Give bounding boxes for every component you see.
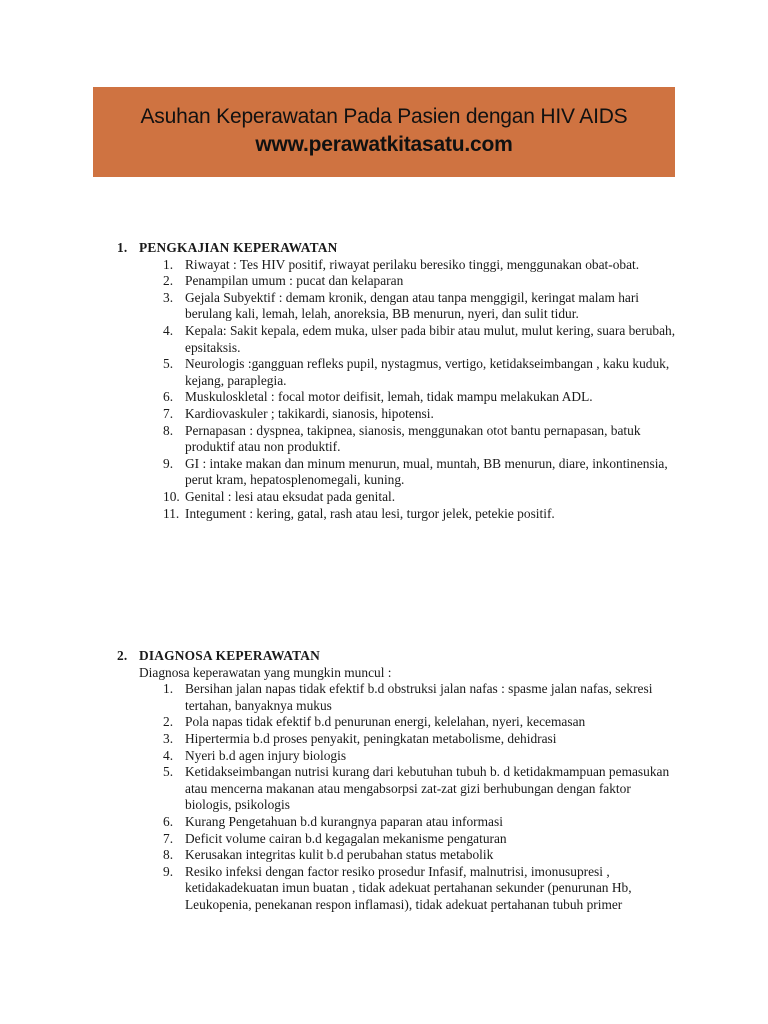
section-heading	[117, 240, 677, 257]
item-text: Muskuloskletal : focal motor deifisit, lemah, tidak mampu melakukan ADL.	[185, 389, 593, 405]
item-number-text: 5.	[163, 764, 174, 780]
item-number-text: 6.	[163, 389, 174, 405]
item-number	[117, 389, 185, 406]
title-banner	[93, 87, 675, 177]
item-number-text: 1.	[163, 256, 174, 272]
item-text: Pernapasan : dyspnea, takipnea, sianosis, menggunakan otot bantu pernapasan, batuk produktif atau non produktif.	[185, 422, 641, 455]
item-number-text: 9.	[163, 455, 174, 471]
list-item	[117, 506, 677, 523]
section-number: 2.	[117, 648, 128, 663]
item-text: Kerusakan integritas kulit b.d perubahan status metabolik	[185, 847, 494, 863]
item-text: Kepala: Sakit kepala, edem muka, ulser pada bibir atau mulut, mulut kering, suara berubah, epsitaksis.	[185, 322, 676, 355]
section-intro: Diagnosa keperawatan yang mungkin muncul :	[139, 664, 392, 680]
list-item	[117, 714, 677, 731]
list-item	[117, 864, 677, 914]
item-number	[117, 257, 185, 274]
item-number-text: 9.	[163, 863, 174, 879]
item-text: Riwayat : Tes HIV positif, riwayat perilaku beresiko tinggi, menggunakan obat-obat.	[185, 256, 640, 272]
item-number-text: 3.	[163, 730, 174, 746]
item-text: Deficit volume cairan b.d kegagalan mekanisme pengaturan	[185, 830, 507, 846]
item-list	[117, 681, 677, 913]
item-number	[117, 831, 185, 848]
item-number-text: 4.	[163, 747, 174, 763]
item-number-text: 8.	[163, 422, 174, 438]
section-diagnosa	[117, 648, 677, 914]
list-item	[117, 748, 677, 765]
item-text: Nyeri b.d agen injury biologis	[185, 747, 347, 763]
list-item	[117, 681, 677, 714]
item-text: Resiko infeksi dengan factor resiko prosedur Infasif, malnutrisi, imonusupresi , ketidakadekuatan imun buatan , tidak adekuat pertahanan sekunder (penurunan Hb, Leukopenia, penekanan respon inflamasi), tidak adekuat pertahanan tubuh primer	[185, 863, 632, 912]
item-number	[117, 681, 185, 714]
section-number: 1.	[117, 240, 128, 255]
item-text: Kardiovaskuler ; takikardi, sianosis, hipotensi.	[185, 405, 434, 421]
item-text: Bersihan jalan napas tidak efektif b.d obstruksi jalan nafas : spasme jalan nafas, sekresi tertahan, banyaknya mukus	[185, 681, 653, 713]
item-number	[117, 748, 185, 765]
item-number-text: 3.	[163, 289, 174, 305]
list-item	[117, 831, 677, 848]
item-number-text: 4.	[163, 322, 174, 338]
list-item	[117, 290, 677, 323]
item-text: Ketidakseimbangan nutrisi kurang dari kebutuhan tubuh b. d ketidakmampuan pemasukan atau mencerna makanan atau mengabsorpsi zat-zat gizi berhubungan dengan faktor biologis, psikologis	[185, 764, 670, 813]
item-number-text: 8.	[163, 847, 174, 863]
list-item	[117, 257, 677, 274]
item-text: Kurang Pengetahuan b.d kurangnya paparan atau informasi	[185, 813, 503, 829]
list-item	[117, 273, 677, 290]
list-item	[117, 456, 677, 489]
item-number-text: 6.	[163, 813, 174, 829]
list-item	[117, 731, 677, 748]
item-number	[117, 714, 185, 731]
item-text: Pola napas tidak efektif b.d penurunan energi, kelelahan, nyeri, kecemasan	[185, 714, 586, 730]
list-item	[117, 847, 677, 864]
item-number	[117, 290, 185, 323]
item-number-text: 10.	[163, 488, 180, 504]
item-text: Penampilan umum : pucat dan kelaparan	[185, 273, 404, 289]
item-number	[117, 864, 185, 914]
item-text: Neurologis :gangguan refleks pupil, nystagmus, vertigo, ketidakseimbangan , kaku kuduk, kejang, paraplegia.	[185, 356, 670, 388]
website-url: www.perawatkitasatu.com	[255, 133, 513, 156]
list-item	[117, 389, 677, 406]
item-text: Gejala Subyektif : demam kronik, dengan atau tanpa menggigil, keringat malam hari berulang kali, lemah, lelah, anoreksia, BB menurun, nyeri, dan sulit tidur.	[185, 289, 640, 322]
item-number-text: 1.	[163, 681, 174, 697]
item-number	[117, 423, 185, 456]
item-text: GI : intake makan dan minum menurun, mual, muntah, BB menurun, diare, inkontinensia, perut kram, hepatosplenomegali, kuning.	[185, 455, 668, 488]
item-number-text: 2.	[163, 714, 174, 730]
item-text: Genital : lesi atau eksudat pada genital.	[185, 488, 396, 504]
item-number	[117, 814, 185, 831]
list-item	[117, 764, 677, 814]
section-heading	[117, 648, 677, 665]
section-title: PENGKAJIAN KEPERAWATAN	[139, 240, 338, 255]
section-pengkajian	[117, 240, 677, 522]
list-item	[117, 323, 677, 356]
list-item	[117, 406, 677, 423]
item-number-text: 5.	[163, 356, 174, 372]
list-item	[117, 356, 677, 389]
item-number	[117, 406, 185, 423]
document-title: Asuhan Keperawatan Pada Pasien dengan HIV AIDS	[140, 105, 628, 128]
item-number	[117, 456, 185, 489]
list-item	[117, 814, 677, 831]
item-number-text: 7.	[163, 830, 174, 846]
item-number	[117, 731, 185, 748]
item-number-text: 11.	[163, 505, 180, 521]
item-number	[117, 506, 185, 523]
item-list	[117, 257, 677, 523]
list-item	[117, 423, 677, 456]
item-number	[117, 489, 185, 506]
item-number	[117, 273, 185, 290]
item-text: Integument : kering, gatal, rash atau lesi, turgor jelek, petekie positif.	[185, 505, 555, 521]
item-number	[117, 847, 185, 864]
item-number-text: 2.	[163, 273, 174, 289]
item-number-text: 7.	[163, 405, 174, 421]
item-number	[117, 764, 185, 814]
item-text: Hipertermia b.d proses penyakit, peningkatan metabolisme, dehidrasi	[185, 730, 557, 746]
section-title: DIAGNOSA KEPERAWATAN	[139, 648, 320, 663]
item-number	[117, 323, 185, 356]
item-number	[117, 356, 185, 389]
list-item	[117, 489, 677, 506]
